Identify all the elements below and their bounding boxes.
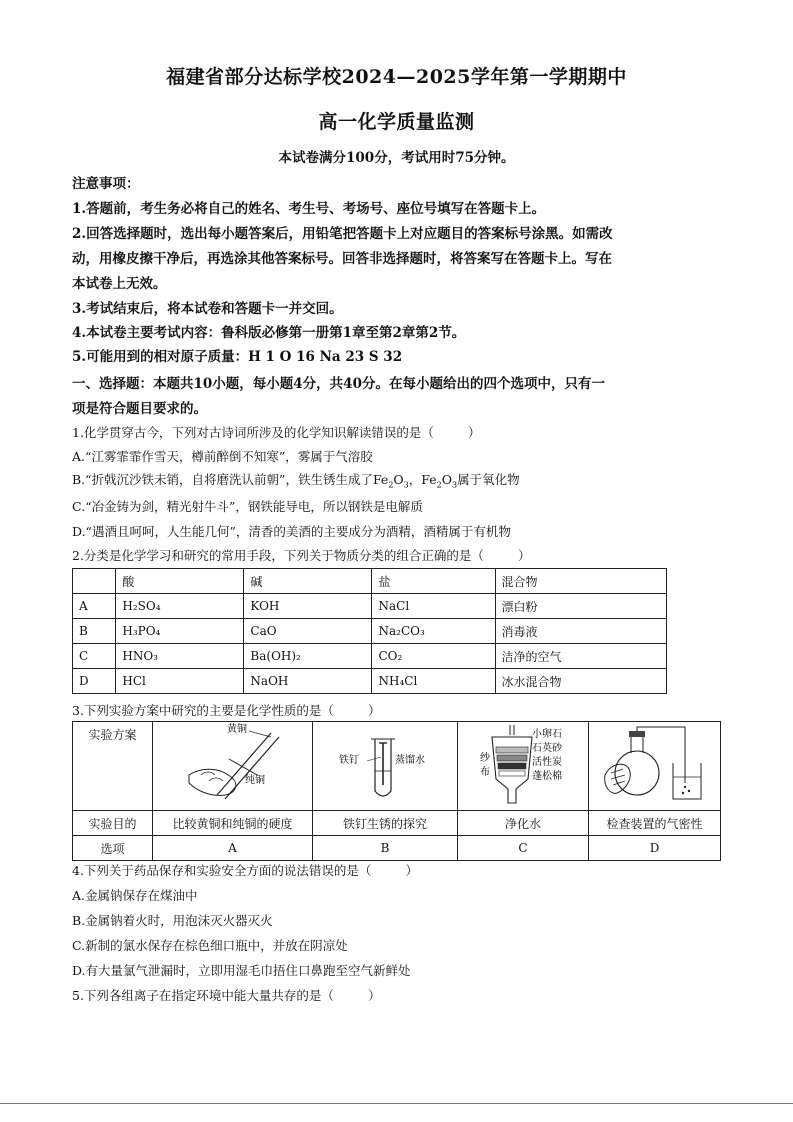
airtightness-check-figure bbox=[589, 723, 720, 807]
exam-subject-title: 高一化学质量监测 bbox=[318, 111, 475, 133]
q3-figure-row bbox=[73, 722, 721, 811]
note-5: 5.可能用到的相对原子质量：H 1 O 16 Na 23 S 32 bbox=[72, 349, 403, 365]
table-cell: 检查装置的气密性 bbox=[589, 811, 721, 836]
fig-b-label-nail: 铁钉 bbox=[339, 754, 359, 766]
q1-option-b: B.“折戟沉沙铁未销，自将磨洗认前朝”，铁生锈生成了$Fe_2O_3$，$Fe_2O_3$属于氧化物 bbox=[72, 472, 520, 490]
table-cell: 冰水混合物 bbox=[495, 669, 666, 694]
fig-c-label-pebbles: 小卵石 bbox=[532, 728, 562, 740]
table-cell: A bbox=[153, 836, 313, 861]
header-cell: 碱 bbox=[244, 569, 372, 594]
table-cell: B bbox=[313, 836, 458, 861]
q3-row-label: 实验目的 bbox=[73, 811, 153, 836]
table-cell: 比较黄铜和纯铜的硬度 bbox=[153, 811, 313, 836]
header-cell bbox=[73, 569, 116, 594]
table-cell: 铁钉生锈的探究 bbox=[313, 811, 458, 836]
q2-classification-table bbox=[72, 568, 667, 694]
table-header-row bbox=[73, 569, 667, 594]
table-cell: 消毒液 bbox=[495, 619, 666, 644]
q3-experiment-table bbox=[72, 721, 721, 861]
fig-c-label-gauze-1: 纱 bbox=[480, 752, 490, 764]
table-cell: NaOH bbox=[244, 669, 372, 694]
note-3: 3.考试结束后，将本试卷和答题卡一并交回。 bbox=[72, 301, 343, 317]
fig-c-label-cotton: 蓬松棉 bbox=[532, 770, 562, 782]
header-cell: 混合物 bbox=[495, 569, 666, 594]
q3-row-label: 选项 bbox=[73, 836, 153, 861]
table-cell: D bbox=[589, 836, 721, 861]
table-cell: D bbox=[73, 669, 116, 694]
note-2-line2: 动，用橡皮擦干净后，再选涂其他答案标号。回答非选择题时，将答案写在答题卡上。写在 bbox=[72, 251, 612, 267]
exam-title: 福建省部分达标学校2024—2025学年第一学期期中 bbox=[166, 66, 627, 88]
table-row bbox=[73, 619, 667, 644]
q3-row-label: 实验方案 bbox=[73, 722, 153, 811]
page-bottom-divider bbox=[0, 1103, 793, 1104]
q3-option-row bbox=[73, 836, 721, 861]
table-cell: H₂SO₄ bbox=[116, 594, 244, 619]
water-filter-figure bbox=[458, 723, 588, 807]
table-cell: H₃PO₄ bbox=[116, 619, 244, 644]
table-cell: KOH bbox=[244, 594, 372, 619]
q4-option-b: B.金属钠着火时，用泡沫灭火器灭火 bbox=[72, 913, 273, 928]
brass-copper-scratch-figure bbox=[153, 723, 312, 807]
q1-stem: 1.化学贯穿古今，下列对古诗词所涉及的化学知识解读错误的是（ ） bbox=[72, 425, 481, 440]
q4-stem: 4.下列关于药品保存和实验安全方面的说法错误的是（ ） bbox=[72, 863, 418, 878]
table-cell: Na₂CO₃ bbox=[372, 619, 495, 644]
q4-option-d: D.有大量氯气泄漏时，立即用湿毛巾捂住口鼻跑至空气新鲜处 bbox=[72, 963, 411, 978]
table-cell: A bbox=[73, 594, 116, 619]
fig-b-cell bbox=[313, 722, 458, 811]
fig-c-label-sand: 石英砂 bbox=[532, 742, 562, 754]
exam-subtitle: 本试卷满分100分，考试用时75分钟。 bbox=[278, 150, 515, 166]
table-cell: 漂白粉 bbox=[495, 594, 666, 619]
section-1-line1: 一、选择题：本题共10小题，每小题4分，共40分。在每小题给出的四个选项中，只有一 bbox=[72, 376, 605, 392]
note-4: 4.本试卷主要考试内容：鲁科版必修第一册第1章至第2章第2节。 bbox=[72, 325, 466, 341]
table-row bbox=[73, 644, 667, 669]
q2-stem: 2.分类是化学学习和研究的常用手段，下列关于物质分类的组合正确的是（ ） bbox=[72, 548, 531, 563]
table-row bbox=[73, 669, 667, 694]
notes-heading: 注意事项： bbox=[72, 176, 140, 192]
table-cell: C bbox=[73, 644, 116, 669]
q3-purpose-row bbox=[73, 811, 721, 836]
fig-c-cell bbox=[458, 722, 589, 811]
q1-option-c: C.“冶金铸为剑，精光射牛斗”，钢铁能导电，所以钢铁是电解质 bbox=[72, 499, 423, 514]
table-cell: HCl bbox=[116, 669, 244, 694]
table-cell: 净化水 bbox=[458, 811, 589, 836]
table-cell: Ba(OH)₂ bbox=[244, 644, 372, 669]
header-cell: 酸 bbox=[116, 569, 244, 594]
table-cell: C bbox=[458, 836, 589, 861]
q4-option-c: C.新制的氯水保存在棕色细口瓶中，并放在阴凉处 bbox=[72, 938, 348, 953]
fig-d-cell bbox=[589, 722, 721, 811]
q5-stem: 5.下列各组离子在指定环境中能大量共存的是（ ） bbox=[72, 988, 381, 1003]
table-cell: HNO₃ bbox=[116, 644, 244, 669]
table-cell: NaCl bbox=[372, 594, 495, 619]
fig-b-label-water: 蒸馏水 bbox=[395, 754, 425, 766]
fig-a-cell bbox=[153, 722, 313, 811]
q1-option-d: D.“遇酒且呵呵，人生能几何”，清香的美酒的主要成分为酒精，酒精属于有机物 bbox=[72, 524, 511, 539]
nail-rust-figure bbox=[313, 723, 457, 807]
section-1-line2: 项是符合题目要求的。 bbox=[72, 401, 207, 417]
q1-option-a: A.“江雾霏霏作雪天，樽前醉倒不知寒”，雾属于气溶胶 bbox=[72, 449, 373, 464]
table-row bbox=[73, 594, 667, 619]
fig-a-label-copper: 纯铜 bbox=[245, 774, 265, 786]
table-cell: B bbox=[73, 619, 116, 644]
header-cell: 盐 bbox=[372, 569, 495, 594]
note-2-line3: 本试卷上无效。 bbox=[72, 276, 167, 292]
table-cell: CO₂ bbox=[372, 644, 495, 669]
table-cell: CaO bbox=[244, 619, 372, 644]
table-cell: 洁净的空气 bbox=[495, 644, 666, 669]
note-2-line1: 2.回答选择题时，选出每小题答案后，用铅笔把答题卡上对应题目的答案标号涂黑。如需改 bbox=[72, 226, 613, 242]
fig-c-label-carbon: 活性炭 bbox=[532, 756, 562, 768]
q4-option-a: A.金属钠保存在煤油中 bbox=[72, 888, 198, 903]
q3-stem: 3.下列实验方案中研究的主要是化学性质的是（ ） bbox=[72, 703, 381, 718]
note-1: 1.答题前，考生务必将自己的姓名、考生号、考场号、座位号填写在答题卡上。 bbox=[72, 201, 546, 217]
fig-a-label-brass: 黄铜 bbox=[227, 723, 247, 735]
table-cell: NH₄Cl bbox=[372, 669, 495, 694]
fig-c-label-gauze-2: 布 bbox=[480, 766, 490, 778]
